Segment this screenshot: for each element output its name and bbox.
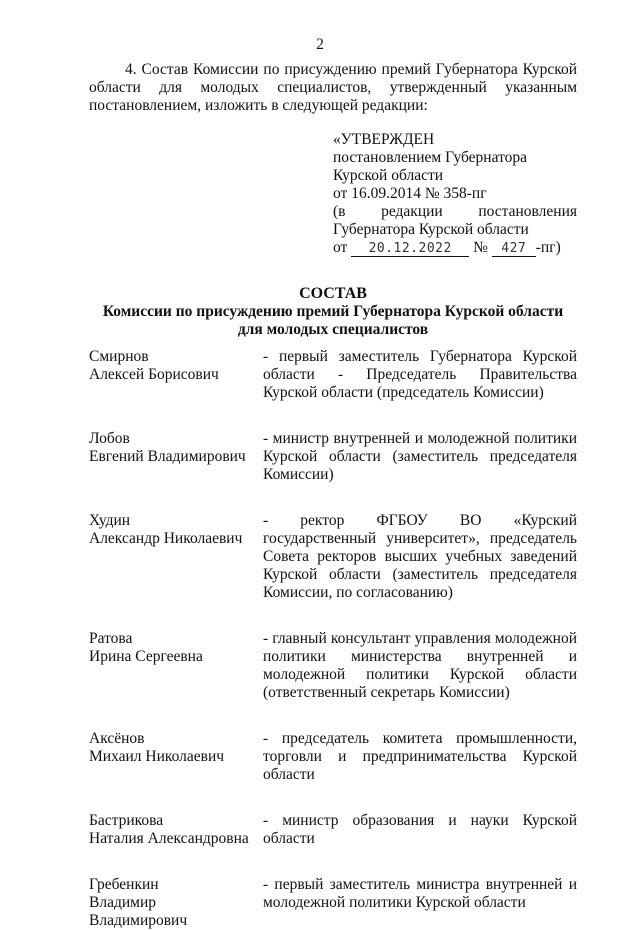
member-given-name: Евгений Владимирович [89, 448, 246, 465]
member-given-name: Александр Николаевич [89, 530, 243, 547]
approval-line-3: Курской области [333, 167, 444, 184]
composition-subtitle-line-2: для молодых специалистов [237, 321, 429, 338]
member-role: - ректор ФГБОУ ВО «Курский государственный университет», председатель Совета ректоров высших учебных заведений Курской области (заместитель председателя Комиссии, по согласованию) [263, 512, 577, 601]
member-role: - первый заместитель министра внутренней и молодежной политики Курской области [263, 876, 577, 911]
member-name [89, 348, 263, 402]
member-row [89, 348, 577, 402]
composition-subtitle [89, 303, 577, 339]
date-value: 20.12.2022 [351, 241, 469, 257]
member-role: - главный консультант управления молодежной политики министерства внутренней и молодежной политики Курской области (ответственный секретарь Комиссии) [263, 630, 577, 701]
member-given-name: Ирина Сергеевна [89, 648, 203, 665]
member-row [89, 630, 577, 702]
approval-line-4: от 16.09.2014 № 358-пг [333, 185, 487, 202]
member-name [89, 812, 263, 848]
member-name [89, 630, 263, 702]
member-role: - министр внутренней и молодежной политики Курской области (заместитель председателя Комиссии) [263, 430, 577, 483]
intro-paragraph: 4. Состав Комиссии по присуждению премий Губернатора Курской области для молодых специалистов, утвержденный указанным постановлением, изложить в следующей редакции: [89, 61, 577, 114]
approval-line-5: (в редакции постановления [333, 203, 577, 220]
member-role: - первый заместитель Губернатора Курской области - Председатель Правительства Курской области (председатель Комиссии) [263, 348, 577, 401]
approval-line-1: «УТВЕРЖДЕН [333, 131, 435, 148]
member-row [89, 876, 577, 930]
member-row [89, 730, 577, 784]
approval-line-2: постановлением Губернатора [333, 149, 528, 166]
number-suffix: -пг) [535, 239, 561, 256]
number-prefix: № [473, 239, 488, 256]
approval-date-line [333, 239, 577, 257]
member-given-name: Алексей Борисович [89, 366, 219, 383]
member-surname: Ратова [89, 630, 133, 647]
number-value: 427 [492, 241, 536, 257]
member-name [89, 430, 263, 484]
member-given-name: Михаил Николаевич [89, 748, 225, 765]
member-given-name: Владимир Владимирович [89, 894, 188, 929]
approval-line-6: Губернатора Курской области [333, 221, 529, 238]
date-prefix: от [333, 239, 348, 256]
member-surname: Лобов [89, 430, 130, 447]
page-number: 2 [316, 36, 324, 53]
member-row [89, 512, 577, 602]
member-name [89, 730, 263, 784]
member-role: - министр образования и науки Курской области [263, 812, 577, 847]
member-surname: Смирнов [89, 348, 149, 365]
member-surname: Худин [89, 512, 131, 529]
member-surname: Аксёнов [89, 730, 145, 747]
member-surname: Бастрикова [89, 812, 164, 829]
member-row [89, 430, 577, 484]
member-surname: Гребенкин [89, 876, 159, 893]
member-given-name: Наталия Александровна [89, 830, 249, 847]
approval-block [333, 131, 577, 257]
member-name [89, 876, 263, 930]
member-role: - председатель комитета промышленности, торговли и предпринимательства Курской области [263, 730, 577, 783]
member-list [89, 348, 577, 930]
composition-subtitle-line-1: Комиссии по присуждению премий Губернатора Курской области [102, 303, 564, 320]
member-name [89, 512, 263, 602]
composition-title: СОСТАВ [299, 285, 367, 302]
member-row [89, 812, 577, 848]
